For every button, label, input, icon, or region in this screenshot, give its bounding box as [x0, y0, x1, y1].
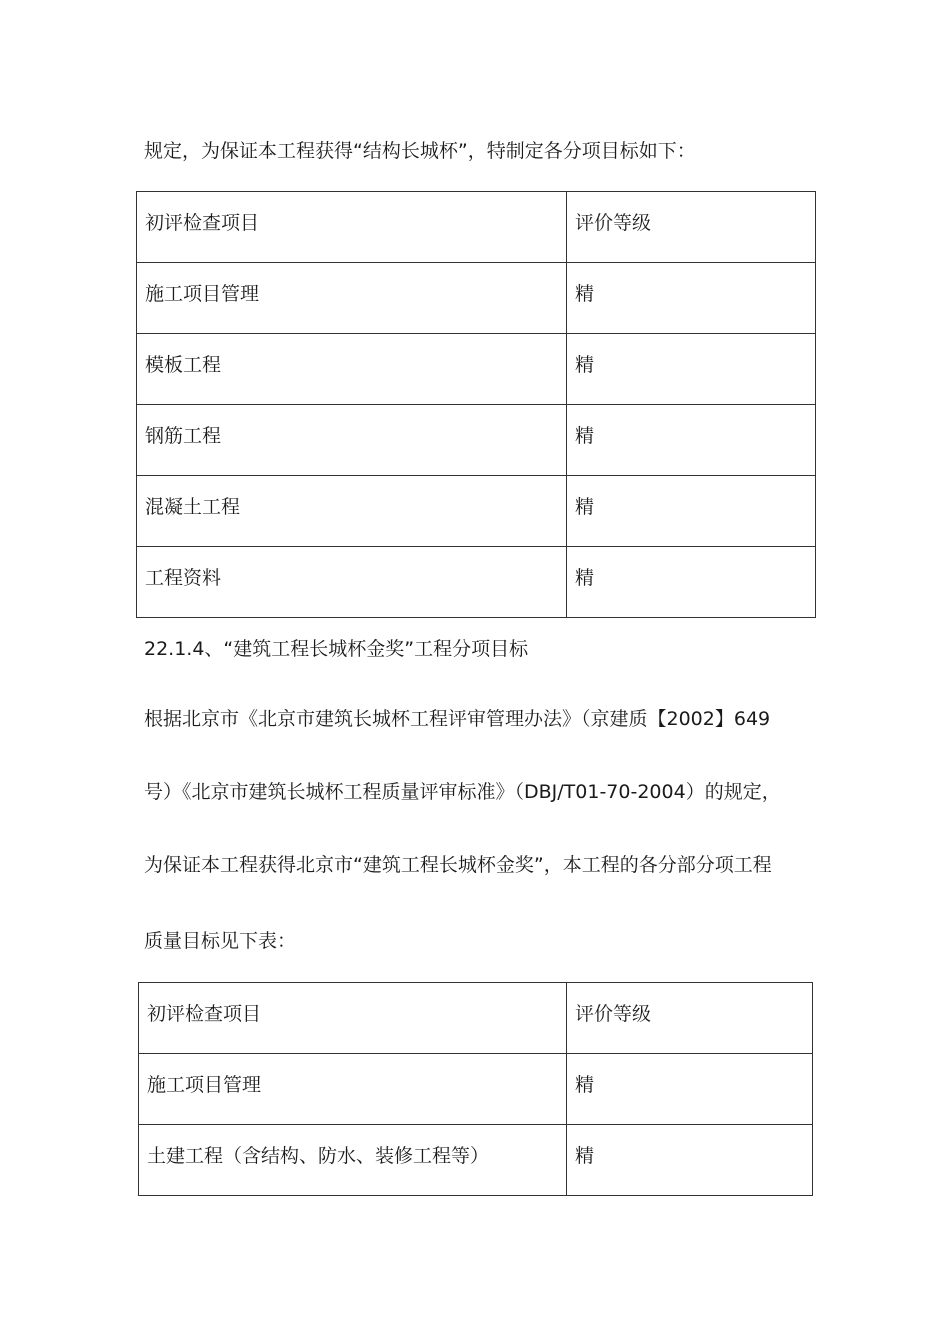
paragraph-line: 号）《北京市建筑长城杯工程质量评审标准》（DBJ/T01-70-2004）的规定，	[144, 781, 781, 803]
cell-item: 土建工程（含结构、防水、装修工程等）	[139, 1125, 567, 1196]
cell-grade: 精	[567, 263, 816, 334]
paragraph-line: 质量目标见下表：	[144, 930, 297, 952]
table-row	[139, 1054, 813, 1125]
table-row	[137, 263, 816, 334]
cell-item: 施工项目管理	[139, 1054, 567, 1125]
header-cell-grade: 评价等级	[567, 192, 816, 263]
cell-item: 工程资料	[137, 547, 567, 618]
quality-target-table-gold-award	[138, 982, 813, 1196]
cell-item: 模板工程	[137, 334, 567, 405]
cell-grade: 精	[567, 334, 816, 405]
header-cell-item: 初评检查项目	[137, 192, 567, 263]
cell-item: 施工项目管理	[137, 263, 567, 334]
table-row	[139, 1125, 813, 1196]
paragraph-line: 根据北京市《北京市建筑长城杯工程评审管理办法》（京建质【2002】649	[144, 708, 771, 730]
section-heading: 22.1.4、“建筑工程长城杯金奖”工程分项目标	[144, 638, 529, 660]
header-cell-grade: 评价等级	[567, 983, 813, 1054]
cell-grade: 精	[567, 476, 816, 547]
table-row	[137, 476, 816, 547]
quality-target-table-structure	[136, 191, 816, 618]
cell-grade: 精	[567, 1054, 813, 1125]
cell-item: 混凝土工程	[137, 476, 567, 547]
table-row	[137, 547, 816, 618]
intro-line: 规定，为保证本工程获得“结构长城杯”，特制定各分项目标如下：	[144, 140, 696, 162]
cell-grade: 精	[567, 547, 816, 618]
table-header-row	[137, 192, 816, 263]
table-row	[137, 405, 816, 476]
cell-grade: 精	[567, 405, 816, 476]
cell-grade: 精	[567, 1125, 813, 1196]
table-row	[137, 334, 816, 405]
cell-item: 钢筋工程	[137, 405, 567, 476]
paragraph-line: 为保证本工程获得北京市“建筑工程长城杯金奖”，本工程的各分部分项工程	[144, 854, 772, 876]
header-cell-item: 初评检查项目	[139, 983, 567, 1054]
table-header-row	[139, 983, 813, 1054]
